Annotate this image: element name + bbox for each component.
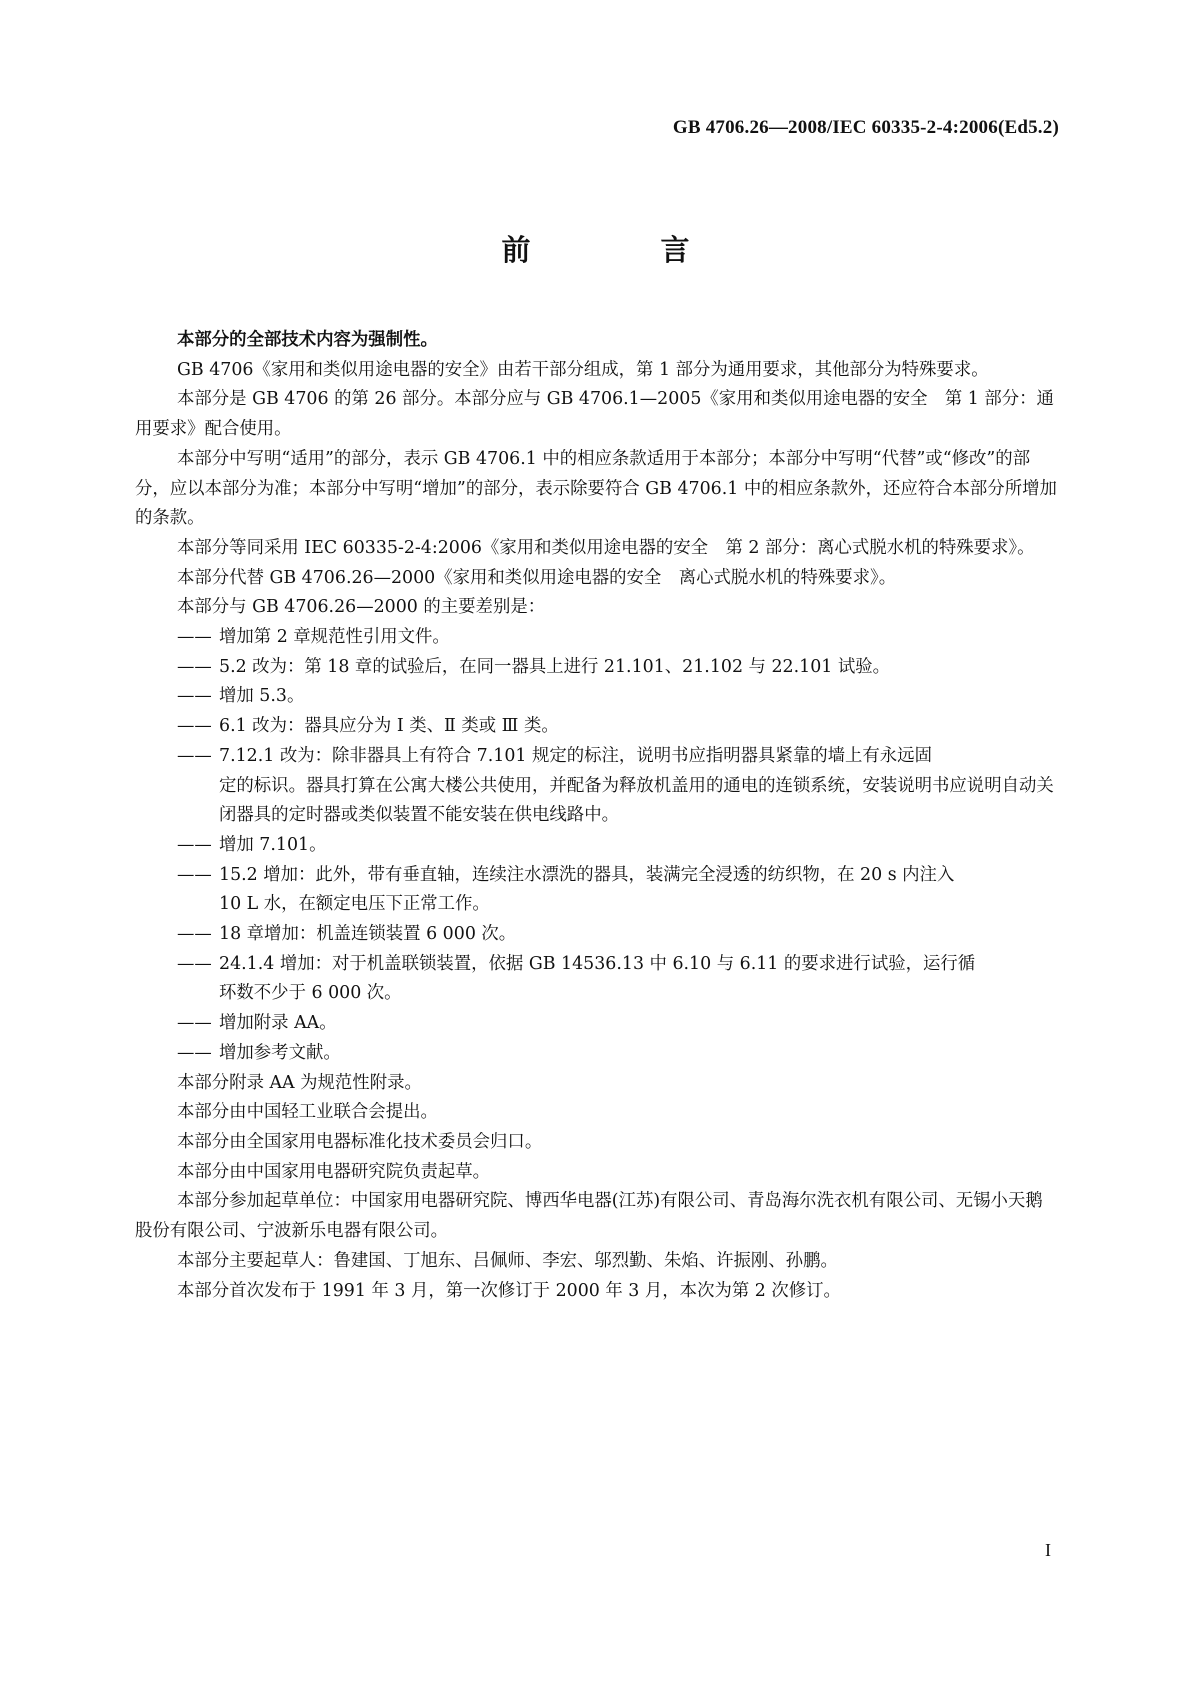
list-item: —— 增加 5.3。	[135, 682, 1059, 712]
paragraph: 本部分参加起草单位：中国家用电器研究院、博西华电器(江苏)有限公司、青岛海尔洗衣机有限公司、无锡小天鹅股份有限公司、宁波新乐电器有限公司。	[135, 1191, 1043, 1242]
paragraph: 本部分由中国轻工业联合会提出。	[177, 1102, 438, 1123]
list-dash: ——	[177, 686, 212, 707]
paragraph: 本部分与 GB 4706.26—2000 的主要差别是：	[177, 597, 546, 618]
list-item: —— 5.2 改为：第 18 章的试验后，在同一器具上进行 21.101、21.102 与 22.101 试验。	[135, 653, 1059, 683]
paragraph: 本部分附录 AA 为规范性附录。	[177, 1072, 422, 1093]
list-item: —— 18 章增加：机盖连锁装置 6 000 次。	[135, 920, 1059, 950]
list-item: —— 增加参考文献。	[135, 1039, 1059, 1069]
list-item: —— 增加附录 AA。	[135, 1009, 1059, 1039]
list-item: —— 15.2 增加：此外，带有垂直轴，连续注水漂洗的器具，装满完全浸透的纺织物，在 20 s 内注入 10 L 水，在额定电压下正常工作。	[135, 861, 1059, 920]
list-item: —— 7.12.1 改为：除非器具上有符合 7.101 规定的标注，说明书应指明器具紧靠的墙上有永远固 定的标识。器具打算在公寓大楼公共使用，并配备为释放机盖用的通电的连锁系统，安装说明书应说明自动关闭器具的定时器或类似装置不能安装在供电线路中。	[135, 742, 1059, 831]
list-dash: ——	[177, 1042, 212, 1063]
list-item: —— 增加 7.101。	[135, 831, 1059, 861]
document-code-header: GB 4706.26—2008/IEC 60335-2-4:2006(Ed5.2)	[672, 117, 1059, 138]
paragraph: 本部分首次发布于 1991 年 3 月，第一次修订于 2000 年 3 月，本次为第 2 次修订。	[177, 1280, 841, 1301]
paragraph: 本部分由中国家用电器研究院负责起草。	[177, 1161, 491, 1182]
list-item: —— 24.1.4 增加：对于机盖联锁装置，依据 GB 14536.13 中 6.10 与 6.11 的要求进行试验，运行循 环数不少于 6 000 次。	[135, 950, 1059, 1009]
list-dash: ——	[177, 627, 212, 648]
paragraph: 本部分由全国家用电器标准化技术委员会归口。	[177, 1131, 543, 1152]
document-body	[135, 326, 1059, 1306]
paragraph: 本部分是 GB 4706 的第 26 部分。本部分应与 GB 4706.1—2005《家用和类似用途电器的安全 第 1 部分：通用要求》配合使用。	[135, 389, 1054, 440]
list-dash: ——	[177, 656, 212, 677]
list-dash: ——	[177, 745, 212, 766]
list-item: —— 增加第 2 章规范性引用文件。	[135, 623, 1059, 653]
list-item: —— 6.1 改为：器具应分为 Ⅰ 类、Ⅱ 类或 Ⅲ 类。	[135, 712, 1059, 742]
paragraph: GB 4706《家用和类似用途电器的安全》由若干部分组成，第 1 部分为通用要求，其他部分为特殊要求。	[177, 359, 989, 380]
page-title: 前 言	[501, 233, 750, 267]
list-dash: ——	[177, 834, 212, 855]
mandatory-statement: 本部分的全部技术内容为强制性。	[177, 330, 438, 350]
paragraph: 本部分等同采用 IEC 60335-2-4:2006《家用和类似用途电器的安全 第 2 部分：离心式脱水机的特殊要求》。	[177, 537, 1035, 558]
list-dash: ——	[177, 1013, 212, 1034]
paragraph: 本部分主要起草人：鲁建国、丁旭东、吕佩师、李宏、邬烈勤、朱焰、许振刚、孙鹏。	[177, 1250, 838, 1271]
list-dash: ——	[177, 953, 212, 974]
list-dash: ——	[177, 716, 212, 737]
differences-list	[135, 623, 1059, 1069]
paragraph: 本部分中写明“适用”的部分，表示 GB 4706.1 中的相应条款适用于本部分；本部分中写明“代替”或“修改”的部分，应以本部分为准；本部分中写明“增加”的部分，表示除要符合 GB 4706.1 中的相应条款外，还应符合本部分所增加的条款。	[135, 448, 1057, 529]
page-number: I	[1045, 1540, 1051, 1560]
paragraph: 本部分代替 GB 4706.26—2000《家用和类似用途电器的安全 离心式脱水机的特殊要求》。	[177, 567, 897, 588]
list-dash: ——	[177, 864, 212, 885]
list-dash: ——	[177, 924, 212, 945]
